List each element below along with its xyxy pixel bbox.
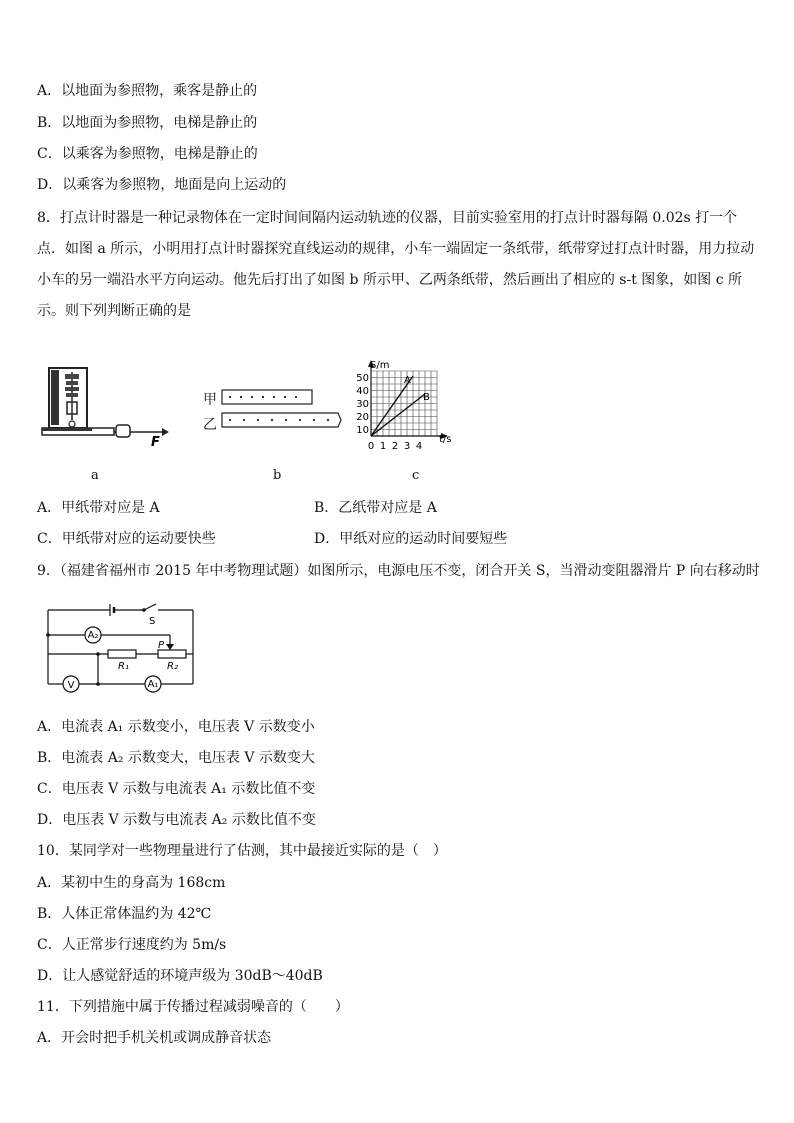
- line-a-label: A: [404, 375, 411, 386]
- q9-stem: 9．（福建省福州市 2015 年中考物理试题）如图所示，电源电压不变，闭合开关 S，当滑动变阻器滑片 P 向右移动时: [37, 563, 760, 579]
- q7-option-b: B．以地面为参照物，电梯是静止的: [37, 115, 258, 131]
- ammeter-a1-icon: A₁: [147, 679, 159, 690]
- r1-label: R₁: [118, 661, 129, 672]
- q9-option-c: C．电压表 V 示数与电流表 A₁ 示数比值不变: [37, 781, 316, 797]
- x-tick: 1: [379, 441, 387, 452]
- slider-p-label: P: [158, 640, 165, 651]
- tape-jia-label: 甲: [203, 392, 217, 408]
- q10-option-b: B．人体正常体温约为 42℃: [37, 906, 212, 922]
- x-tick: 0: [367, 441, 375, 452]
- r2-label: R₂: [167, 661, 178, 672]
- ammeter-a2-icon: A₂: [87, 630, 99, 641]
- figure-b-paper-tapes: [220, 386, 345, 436]
- line-b-label: B: [423, 392, 430, 403]
- figure-c-caption: c: [412, 468, 420, 483]
- tape-yi-label: 乙: [203, 417, 217, 433]
- q7-option-c: C．以乘客为参照物，电梯是静止的: [37, 146, 258, 162]
- y-tick: 10: [356, 425, 369, 436]
- figure-b-caption: b: [273, 468, 282, 483]
- q8-stem: 8．打点计时器是一种记录物体在一定时间间隔内运动轨迹的仪器，目前实验室用的打点计时器每隔 0.02s 打一个点．如图 a 所示，小明用打点计时器探究直线运动的规律，小车一端固定一条纸带，纸带穿过打点计时器，用力拉动小车的另一端沿水平方向运动。他先后打出了如图 b 所示甲、乙两条纸带，然后画出了相应的 s-t 图象，如图 c 所示。则下列判断正确的是: [37, 210, 755, 319]
- y-tick: 50: [356, 373, 369, 384]
- q11-stem: 11．下列措施中属于传播过程减弱噪音的（ ）: [37, 999, 349, 1015]
- q8-option-c: C．甲纸带对应的运动要快些: [37, 531, 216, 547]
- y-axis-label: S/m: [370, 360, 390, 371]
- q8-option-d: D．甲纸对应的运动时间要短些: [314, 531, 508, 547]
- q10-stem: 10．某同学对一些物理量进行了估测，其中最接近实际的是（ ）: [37, 843, 447, 859]
- y-tick: 20: [356, 412, 369, 423]
- x-axis-label: t/s: [439, 434, 452, 445]
- q10-option-d: D．让人感觉舒适的环境声级为 30dB～40dB: [37, 968, 323, 984]
- q10-option-a: A．某初中生的身高为 168cm: [37, 875, 226, 891]
- q7-option-a: A．以地面为参照物，乘客是静止的: [37, 83, 258, 99]
- q8-option-b: B．乙纸带对应是 A: [314, 500, 437, 516]
- q8-option-a: A．甲纸带对应是 A: [37, 500, 160, 516]
- q9-option-a: A．电流表 A₁ 示数变小，电压表 V 示数变小: [37, 719, 315, 735]
- figure-c-st-graph: [350, 360, 460, 455]
- x-tick: 2: [391, 441, 399, 452]
- x-tick: 4: [415, 441, 423, 452]
- q9-circuit-diagram: [38, 600, 198, 695]
- switch-label: S: [149, 616, 156, 627]
- figure-a-caption: a: [91, 468, 99, 483]
- q10-option-c: C．人正常步行速度约为 5m/s: [37, 937, 227, 953]
- q11-option-a: A．开会时把手机关机或调成静音状态: [37, 1030, 272, 1046]
- q9-option-d: D．电压表 V 示数与电流表 A₂ 示数比值不变: [37, 812, 316, 828]
- voltmeter-icon: V: [67, 680, 75, 691]
- y-tick: 40: [356, 386, 369, 397]
- q9-option-b: B．电流表 A₂ 示数变大，电压表 V 示数变大: [37, 750, 315, 766]
- figure-a-ticker-timer: [38, 362, 170, 447]
- x-tick: 3: [403, 441, 411, 452]
- y-tick: 30: [356, 399, 369, 410]
- force-label: F: [151, 435, 160, 447]
- q7-option-d: D．以乘客为参照物，地面是向上运动的: [37, 177, 287, 193]
